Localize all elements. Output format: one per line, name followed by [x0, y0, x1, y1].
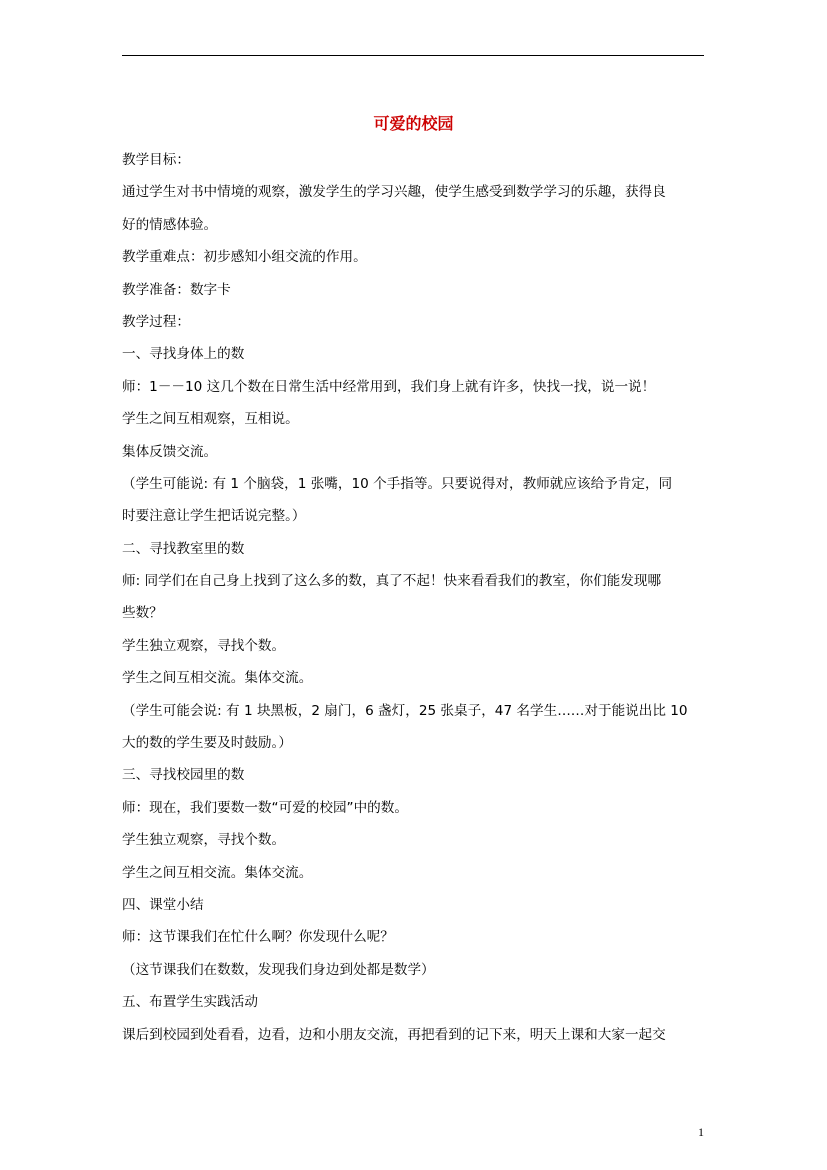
- text-line: 学生独立观察，寻找个数。: [122, 637, 286, 654]
- text-line: 时要注意让学生把话说完整。）: [122, 508, 306, 525]
- section-heading: 二、寻找教室里的数: [122, 540, 245, 557]
- text-line: 学生之间互相交流。集体交流。: [122, 670, 313, 687]
- document-title: 可爱的校园: [373, 114, 454, 133]
- text-line: 集体反馈交流。: [122, 443, 218, 460]
- page-number: 1: [698, 1125, 704, 1139]
- section-heading: 四、课堂小结: [122, 896, 204, 913]
- text-line: 课后到校园到处看看，边看，边和小朋友交流，再把看到的记下来，明天上课和大家一起交: [122, 1026, 666, 1043]
- text-line: （学生可能说: 有 1 个脑袋，1 张嘴，10 个手指等。只要说得对，教师就应该给予肯定，同: [122, 475, 673, 492]
- text-line: 师：这节课我们在忙什么啊？你发现什么呢？: [122, 929, 394, 946]
- text-line: 学生独立观察，寻找个数。: [122, 832, 286, 849]
- text-line: 学生之间互相观察，互相说。: [122, 411, 299, 428]
- text-line: （这节课我们在数数，发现我们身边到处都是数学）: [122, 961, 435, 978]
- header-rule: [122, 55, 704, 56]
- text-line: （学生可能会说: 有 1 块黑板，2 扇门，6 盏灯，25 张桌子，47 名学生……对于能说出比 10: [122, 702, 688, 719]
- text-line: 通过学生对书中情境的观察，激发学生的学习兴趣，使学生感受到数学学习的乐趣，获得良: [122, 184, 666, 201]
- text-line: 些数？: [122, 605, 163, 622]
- text-line: 师：现在，我们要数一数“可爱的校园”中的数。: [122, 799, 408, 816]
- text-line: 教学过程：: [122, 313, 190, 330]
- text-line: 师: 同学们在自己身上找到了这么多的数，真了不起！快来看看我们的教室，你们能发现哪: [122, 573, 662, 590]
- section-heading: 五、布置学生实践活动: [122, 994, 258, 1011]
- text-line: 教学重难点：初步感知小组交流的作用。: [122, 249, 367, 266]
- text-line: 师：1－－10 这几个数在日常生活中经常用到，我们身上就有许多，快找一找，说一说！: [122, 378, 656, 395]
- section-heading: 一、寻找身体上的数: [122, 346, 245, 363]
- text-line: 学生之间互相交流。集体交流。: [122, 864, 313, 881]
- document-body: [122, 144, 706, 1051]
- text-line: 好的情感体验。: [122, 216, 218, 233]
- section-heading: 三、寻找校园里的数: [122, 767, 245, 784]
- text-line: 教学目标：: [122, 152, 190, 168]
- text-line: 教学准备：数字卡: [122, 281, 231, 298]
- text-line: 大的数的学生要及时鼓励。）: [122, 735, 292, 752]
